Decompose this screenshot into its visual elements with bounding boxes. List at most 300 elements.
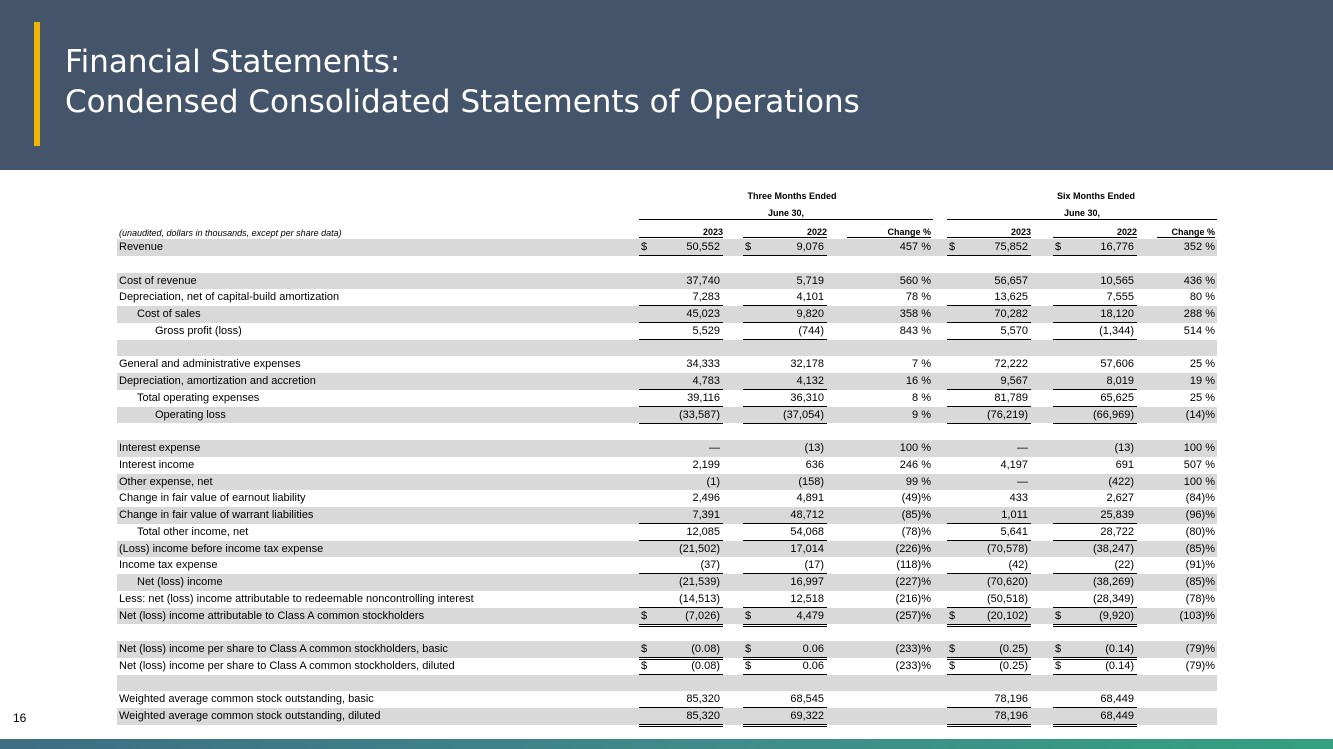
col-header-6m-2023: 2023 [947,227,1031,238]
amount-cell [743,390,827,407]
change-percent-cell: (79)% [1185,659,1215,672]
amount-value: 691 [1115,458,1134,471]
table-row [117,457,1217,474]
amount-cell [743,490,827,506]
amount-cell [639,340,723,356]
table-row [117,474,1217,491]
amount-cell [639,591,723,608]
amount-cell [1053,423,1137,439]
amount-value: (37) [700,559,720,572]
amount-cell [1053,289,1137,306]
amount-cell [1053,323,1137,340]
amount-value: (21,539) [679,576,720,588]
row-label: Depreciation, amortization and accretion [119,375,316,387]
change-percent-cell: 100 % [1183,475,1215,488]
amount-cell [947,273,1031,289]
dollar-sign: $ [1055,241,1062,253]
change-percent-cell: 80 % [1189,291,1215,304]
amount-cell [947,507,1031,524]
amount-value: (1,344) [1099,324,1134,337]
amount-cell [639,541,723,557]
table-row [117,306,1217,323]
row-label: Income tax expense [119,559,218,572]
dollar-sign: $ [641,659,648,672]
amount-cell [1053,306,1137,323]
change-percent-cell: 7 % [912,358,931,371]
amount-cell [639,440,723,456]
row-label: Net (loss) income [137,576,223,588]
amount-value: (0.08) [691,643,720,655]
row-label: Total operating expenses [137,391,260,404]
change-percent-cell: (85)% [1185,576,1215,588]
header-accent-bar [34,22,40,146]
amount-value: (17) [804,559,824,572]
amount-value: 2,496 [692,492,720,505]
amount-value: (50,518) [987,592,1028,605]
amount-cell [1053,474,1137,490]
amount-cell [947,390,1031,407]
row-label: Weighted average common stock outstanding, basic [119,693,374,706]
table-note: (unaudited, dollars in thousands, except per share data) [119,228,342,238]
row-label: Depreciation, net of capital-build amortization [119,291,340,304]
change-percent-cell: 514 % [1183,324,1215,337]
amount-cell [743,440,827,456]
amount-value: (7,026) [685,609,720,622]
amount-value: (13) [1114,442,1134,454]
amount-cell [743,574,827,590]
amount-cell [639,239,723,256]
dollar-sign: $ [745,609,752,622]
amount-value: (0.25) [999,659,1028,672]
amount-cell [743,306,827,323]
row-label: Net (loss) income per share to Class A common stockholders, diluted [119,659,455,672]
change-percent-cell: 507 % [1183,458,1215,471]
amount-cell [947,373,1031,390]
amount-value: 34,333 [686,358,720,371]
dollar-sign: $ [745,659,752,672]
amount-cell [1053,390,1137,407]
table-row [117,691,1217,708]
table-row [117,407,1217,424]
amount-value: 12,085 [686,525,720,538]
amount-value: (0.08) [691,659,720,672]
amount-value: 45,023 [686,308,720,320]
amount-value: 17,014 [790,542,824,555]
amount-cell [947,624,1031,640]
row-label: Net (loss) income per share to Class A common stockholders, basic [119,643,448,655]
table-row [117,323,1217,340]
amount-cell [947,356,1031,372]
change-percent-cell: 9 % [912,408,931,421]
amount-value: 85,320 [686,710,720,722]
table-body [117,239,1217,725]
change-percent-cell: 843 % [899,324,931,337]
change-percent-cell: (80)% [1185,525,1215,538]
amount-value: (37,054) [783,408,824,421]
amount-value: 4,783 [692,375,720,387]
table-row [117,390,1217,407]
dollar-sign: $ [1055,609,1062,622]
change-percent-cell: 100 % [1183,442,1215,454]
change-percent-cell: (49)% [901,492,931,505]
amount-value: 16,776 [1100,241,1134,253]
amount-value: 2,627 [1106,492,1134,505]
row-label: Operating loss [155,408,226,421]
table-row [117,289,1217,306]
dollar-sign: $ [949,241,956,253]
change-percent-cell: 19 % [1189,375,1215,387]
amount-cell [1053,239,1137,256]
amount-value: 78,196 [994,710,1028,722]
dollar-sign: $ [949,659,956,672]
amount-cell [947,340,1031,356]
amount-value: (14,513) [679,592,720,605]
row-label: Less: net (loss) income attributable to redeemable noncontrolling interest [119,592,474,605]
change-percent-cell: (79)% [1185,643,1215,655]
amount-value: 433 [1009,492,1028,505]
amount-cell [743,423,827,439]
change-percent-cell: 78 % [905,291,931,304]
amount-value: 75,852 [994,241,1028,253]
amount-cell [743,356,827,372]
slide-header [0,0,1333,170]
change-percent-cell: (84)% [1185,492,1215,505]
change-percent-cell: (91)% [1185,559,1215,572]
change-percent-cell: 16 % [905,375,931,387]
amount-value: 37,740 [686,274,720,287]
table-row [117,423,1217,440]
amount-cell [947,524,1031,541]
change-percent-cell: (226)% [895,542,931,555]
amount-value: (42) [1008,559,1028,572]
amount-value: 32,178 [790,358,824,371]
amount-value: 5,570 [1000,324,1028,337]
row-label: Revenue [119,241,164,253]
change-percent-cell: 100 % [899,442,931,454]
dollar-sign: $ [641,643,648,655]
table-row [117,658,1217,675]
amount-value: 48,712 [790,509,824,521]
amount-value: (158) [798,475,824,488]
col-header-6m-change: Change % [1157,227,1215,238]
change-percent-cell: 25 % [1189,358,1215,371]
table-row [117,356,1217,373]
amount-cell [1053,457,1137,473]
table-row [117,273,1217,290]
row-label: Net (loss) income attributable to Class A common stockholders [119,609,425,622]
amount-cell [639,507,723,524]
row-label: Weighted average common stock outstanding, diluted [119,710,381,722]
table-row [117,373,1217,390]
change-percent-cell: 560 % [899,274,931,287]
amount-cell [1053,490,1137,506]
change-percent-cell: 99 % [905,475,931,488]
amount-value: (70,620) [987,576,1028,588]
table-row [117,574,1217,591]
change-percent-cell: 457 % [899,241,931,253]
amount-cell [639,306,723,323]
amount-cell [743,507,827,524]
amount-value: 16,997 [790,576,824,588]
table-row [117,608,1217,625]
col-header-3m-change: Change % [847,227,931,238]
amount-value: 39,116 [687,391,720,404]
amount-value: (422) [1108,475,1134,488]
row-label: Gross profit (loss) [155,324,242,337]
table-row [117,340,1217,357]
table-row [117,507,1217,524]
row-label: Change in fair value of warrant liabilities [119,509,314,521]
amount-value: 7,391 [692,509,720,521]
amount-cell [639,256,723,272]
amount-cell [947,490,1031,506]
row-label: Total other income, net [137,525,249,538]
amount-cell [947,256,1031,272]
amount-value: 5,529 [692,324,720,337]
amount-value: 54,068 [790,525,824,538]
amount-cell [639,490,723,506]
amount-value: 9,076 [796,241,824,253]
row-label: Change in fair value of earnout liability [119,492,306,505]
amount-cell [743,457,827,473]
change-percent-cell: (118)% [896,559,931,572]
amount-value: (20,102) [987,609,1028,622]
amount-value: 68,545 [790,693,824,706]
table-row [117,524,1217,541]
footer-bar [0,739,1333,749]
amount-cell [639,407,723,424]
amount-cell [743,708,827,727]
amount-value: 28,722 [1100,525,1134,538]
table-row [117,256,1217,273]
table-row [117,557,1217,574]
dollar-sign: $ [949,643,956,655]
amount-value: (9,920) [1099,609,1134,622]
amount-cell [947,423,1031,439]
amount-cell [1053,574,1137,590]
row-label: General and administrative expenses [119,358,301,371]
amount-value: 4,479 [796,609,824,622]
amount-cell [743,675,827,691]
amount-value: 636 [805,458,824,471]
dollar-sign: $ [949,609,956,622]
amount-cell [947,440,1031,456]
amount-cell [743,373,827,390]
change-percent-cell: 358 % [899,308,931,320]
amount-cell [743,273,827,289]
amount-cell [947,239,1031,256]
table-row [117,591,1217,608]
amount-cell [947,675,1031,691]
table-row [117,675,1217,692]
amount-value: (33,587) [679,408,720,421]
amount-value: (66,969) [1093,408,1134,421]
amount-cell [639,675,723,691]
title-line-2: Condensed Consolidated Statements of Operations [65,84,860,120]
amount-cell [947,407,1031,424]
amount-value: (21,502) [679,542,720,555]
amount-value: 85,320 [686,693,720,706]
amount-value: 0.06 [802,643,824,655]
table-row [117,624,1217,641]
amount-value: 68,449 [1100,710,1134,722]
page-number: 16 [13,711,27,725]
amount-cell [743,407,827,424]
amount-value: (70,578) [987,542,1028,555]
row-label: Other expense, net [119,475,213,488]
amount-value: 13,625 [994,291,1028,304]
table-row [117,440,1217,457]
amount-value: 78,196 [994,693,1028,706]
amount-value: 72,222 [994,358,1028,371]
amount-cell [639,390,723,407]
amount-value: 81,789 [994,391,1028,404]
dollar-sign: $ [745,241,752,253]
amount-cell [743,624,827,640]
change-percent-cell: (227)% [895,576,931,588]
row-label: Cost of revenue [119,274,197,287]
change-percent-cell: (96)% [1185,509,1215,521]
amount-cell [947,306,1031,323]
group-header-six-months: Six Months Ended [1056,191,1135,201]
amount-cell [947,289,1031,306]
amount-cell [1053,708,1137,727]
amount-cell [947,457,1031,473]
amount-value: 36,310 [790,391,824,404]
amount-cell [743,557,827,574]
amount-value: (0.14) [1105,643,1134,655]
amount-value: 7,555 [1106,291,1134,304]
change-percent-cell: 436 % [1183,274,1215,287]
amount-value: 10,565 [1100,274,1134,287]
amount-cell [743,474,827,490]
table-row [117,641,1217,658]
amount-cell [743,289,827,306]
amount-cell [639,273,723,289]
title-line-1: Financial Statements: [65,44,401,80]
amount-value: (38,269) [1093,576,1134,588]
change-percent-cell: (85)% [901,509,931,521]
slide-title [65,42,860,122]
change-percent-cell: 288 % [1183,308,1215,320]
amount-cell [639,323,723,340]
dollar-sign: $ [1055,659,1062,672]
amount-cell [947,574,1031,590]
amount-cell [639,457,723,473]
amount-value: 4,197 [1000,458,1028,471]
col-header-6m-2022: 2022 [1053,227,1137,238]
dollar-sign: $ [1055,643,1062,655]
amount-value: 68,449 [1100,693,1134,706]
amount-cell [1053,340,1137,356]
amount-cell [743,541,827,557]
amount-value: 0.06 [802,659,824,672]
amount-value: 9,567 [1000,375,1028,387]
amount-cell [1053,524,1137,541]
dollar-sign: $ [745,643,752,655]
change-percent-cell: 246 % [899,458,931,471]
amount-value: — [709,442,720,454]
amount-value: — [1017,475,1028,488]
amount-cell [1053,507,1137,524]
amount-cell [743,256,827,272]
amount-value: (22) [1114,559,1134,572]
amount-cell [947,541,1031,557]
change-percent-cell: (78)% [1185,592,1215,605]
amount-cell [1053,591,1137,608]
change-percent-cell: 25 % [1189,391,1215,404]
amount-cell [639,356,723,372]
amount-cell [1053,273,1137,289]
group-header-three-months: Three Months Ended [747,191,837,201]
change-percent-cell: (103)% [1179,609,1215,622]
col-header-3m-2022: 2022 [743,227,827,238]
amount-cell [1053,407,1137,424]
amount-value: 9,820 [796,308,824,320]
amount-value: 65,625 [1100,391,1134,404]
amount-cell [1053,440,1137,456]
change-percent-cell: 8 % [912,391,931,404]
amount-cell [639,708,723,727]
amount-value: 70,282 [994,308,1028,320]
amount-cell [743,591,827,608]
amount-cell [743,323,827,340]
amount-value: 1,011 [1001,509,1028,521]
group-subheader-six-months: June 30, [947,208,1217,220]
change-percent-cell: (257)% [895,609,931,622]
table-row [117,708,1217,725]
amount-cell [947,474,1031,490]
amount-value: 57,606 [1100,358,1134,371]
amount-cell [1053,356,1137,372]
amount-value: 50,552 [686,241,720,253]
amount-cell [947,591,1031,608]
change-percent-cell: (233)% [895,659,931,672]
amount-value: (1) [706,475,720,488]
change-percent-cell: (78)% [901,525,931,538]
row-label: Interest expense [119,442,201,454]
amount-cell [743,524,827,541]
amount-cell [639,524,723,541]
amount-value: 4,101 [796,291,824,304]
change-percent-cell: 352 % [1183,241,1215,253]
amount-cell [1053,256,1137,272]
amount-value: 69,322 [790,710,824,722]
amount-value: 4,891 [796,492,824,505]
dollar-sign: $ [641,241,648,253]
amount-cell [639,624,723,640]
change-percent-cell: (233)% [895,643,931,655]
amount-value: 5,719 [796,274,824,287]
amount-value: (13) [804,442,824,454]
amount-cell [947,557,1031,574]
table-row [117,541,1217,558]
amount-cell [639,474,723,490]
amount-value: 4,132 [796,375,824,387]
change-percent-cell: (14)% [1185,408,1215,421]
amount-value: (744) [798,324,824,337]
table-row [117,239,1217,256]
amount-cell [1053,675,1137,691]
amount-value: 56,657 [994,274,1028,287]
group-subheader-three-months: June 30, [639,208,933,220]
amount-value: (28,349) [1093,592,1134,605]
change-percent-cell: (85)% [1185,542,1215,555]
amount-cell [639,574,723,590]
col-header-3m-2023: 2023 [639,227,723,238]
amount-value: 12,518 [790,592,824,605]
amount-cell [947,323,1031,340]
